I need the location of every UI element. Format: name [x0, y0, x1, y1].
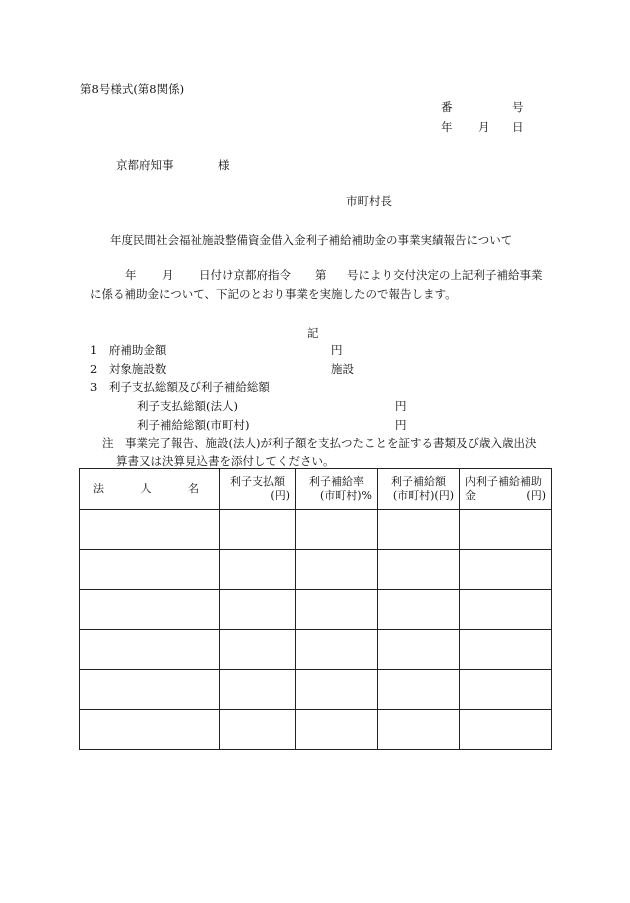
- table-row: [80, 710, 552, 750]
- item-subsidy-amount: 1 府補助金額: [90, 343, 167, 357]
- cell-corporation-name[interactable]: [80, 550, 220, 590]
- header-unit: (円): [270, 489, 290, 502]
- header-subsidy-amount: [378, 469, 460, 510]
- table-row: [80, 590, 552, 630]
- cell-subsidy-amount[interactable]: [378, 510, 460, 550]
- addressee-name: 京都府知事: [116, 158, 174, 172]
- cell-subsidy-rate[interactable]: [296, 670, 378, 710]
- header-text: 利子支払額: [230, 475, 285, 488]
- header-corp-char: 人: [140, 482, 152, 495]
- cell-subsidy-amount[interactable]: [378, 630, 460, 670]
- cell-corporation-name[interactable]: [80, 670, 220, 710]
- cell-corporation-name[interactable]: [80, 710, 220, 750]
- cell-interest-paid[interactable]: [220, 670, 296, 710]
- note-line1: 注 事業完了報告、施設(法人)が利子額を支払つたことを証する書類及び歳入歳出決: [102, 436, 537, 450]
- header-text: 内利子補給補助: [465, 475, 542, 488]
- cell-subsidy-amount[interactable]: [378, 710, 460, 750]
- cell-inner-subsidy[interactable]: [460, 670, 552, 710]
- cell-subsidy-rate[interactable]: [296, 590, 378, 630]
- cell-interest-paid[interactable]: [220, 510, 296, 550]
- item-subsidy-total: 利子補給総額(市町村): [137, 418, 250, 432]
- item-totals: 3 利子支払総額及び利子補給総額: [90, 380, 270, 394]
- report-table: [79, 468, 552, 750]
- header-text: 金: [465, 489, 476, 502]
- item-interest-paid-total: 利子支払総額(法人): [137, 399, 238, 413]
- item-interest-paid-total-unit: 円: [395, 399, 407, 413]
- table-row: [80, 670, 552, 710]
- item-facility-count: 2 対象施設数: [90, 362, 167, 376]
- header-interest-paid: [220, 469, 296, 510]
- cell-inner-subsidy[interactable]: [460, 550, 552, 590]
- table-header-row: [80, 469, 552, 510]
- cell-interest-paid[interactable]: [220, 590, 296, 630]
- ki-heading: 記: [307, 326, 319, 340]
- number-label: 番: [441, 100, 453, 114]
- table-row: [80, 630, 552, 670]
- cell-interest-paid[interactable]: [220, 710, 296, 750]
- cell-subsidy-rate[interactable]: [296, 630, 378, 670]
- header-inner-subsidy: [460, 469, 552, 510]
- header-corporation-name: [80, 469, 220, 510]
- body-line1-rest: 号により交付決定の上記利子補給事業: [347, 268, 543, 282]
- header-subsidy-rate: [296, 469, 378, 510]
- cell-corporation-name[interactable]: [80, 510, 220, 550]
- cell-inner-subsidy[interactable]: [460, 630, 552, 670]
- cell-inner-subsidy[interactable]: [460, 710, 552, 750]
- item-facility-count-unit: 施設: [331, 362, 354, 376]
- cell-subsidy-amount[interactable]: [378, 550, 460, 590]
- form-number: 第8号様式(第8関係): [80, 82, 185, 96]
- item-subsidy-amount-unit: 円: [331, 343, 343, 357]
- number-suffix: 号: [512, 100, 524, 114]
- cell-inner-subsidy[interactable]: [460, 590, 552, 630]
- header-corp-char: 名: [188, 482, 199, 495]
- cell-subsidy-amount[interactable]: [378, 590, 460, 630]
- body-day-directive: 日付け京都府指令: [199, 268, 291, 282]
- addressee-honorific: 様: [218, 158, 230, 172]
- sender-name: 市町村長: [346, 194, 392, 208]
- cell-inner-subsidy[interactable]: [460, 510, 552, 550]
- header-unit: (市町村)%: [319, 489, 372, 502]
- table-row: [80, 510, 552, 550]
- date-day: 日: [512, 120, 524, 134]
- header-unit: (市町村)(円): [392, 489, 454, 502]
- cell-subsidy-rate[interactable]: [296, 710, 378, 750]
- body-number-prefix: 第: [315, 268, 327, 282]
- cell-corporation-name[interactable]: [80, 590, 220, 630]
- body-month: 月: [162, 268, 174, 282]
- cell-interest-paid[interactable]: [220, 630, 296, 670]
- table-row: [80, 550, 552, 590]
- header-text: 利子補給率: [309, 475, 364, 488]
- cell-subsidy-amount[interactable]: [378, 670, 460, 710]
- note-line2: 算書又は決算見込書を添付してください。: [116, 454, 335, 468]
- header-unit: (円): [526, 489, 546, 502]
- cell-subsidy-rate[interactable]: [296, 510, 378, 550]
- date-year: 年: [441, 120, 453, 134]
- cell-interest-paid[interactable]: [220, 550, 296, 590]
- document-subject: 年度民間社会福祉施設整備資金借入金利子補給補助金の事業実績報告について: [110, 233, 513, 247]
- date-month: 月: [478, 120, 490, 134]
- body-line2: に係る補助金について、下記のとおり事業を実施したので報告します。: [90, 287, 457, 301]
- cell-corporation-name[interactable]: [80, 630, 220, 670]
- header-text: 利子補給額: [391, 475, 446, 488]
- cell-subsidy-rate[interactable]: [296, 550, 378, 590]
- header-corp-char: 法: [93, 482, 104, 495]
- item-subsidy-total-unit: 円: [395, 418, 407, 432]
- body-year: 年: [125, 268, 137, 282]
